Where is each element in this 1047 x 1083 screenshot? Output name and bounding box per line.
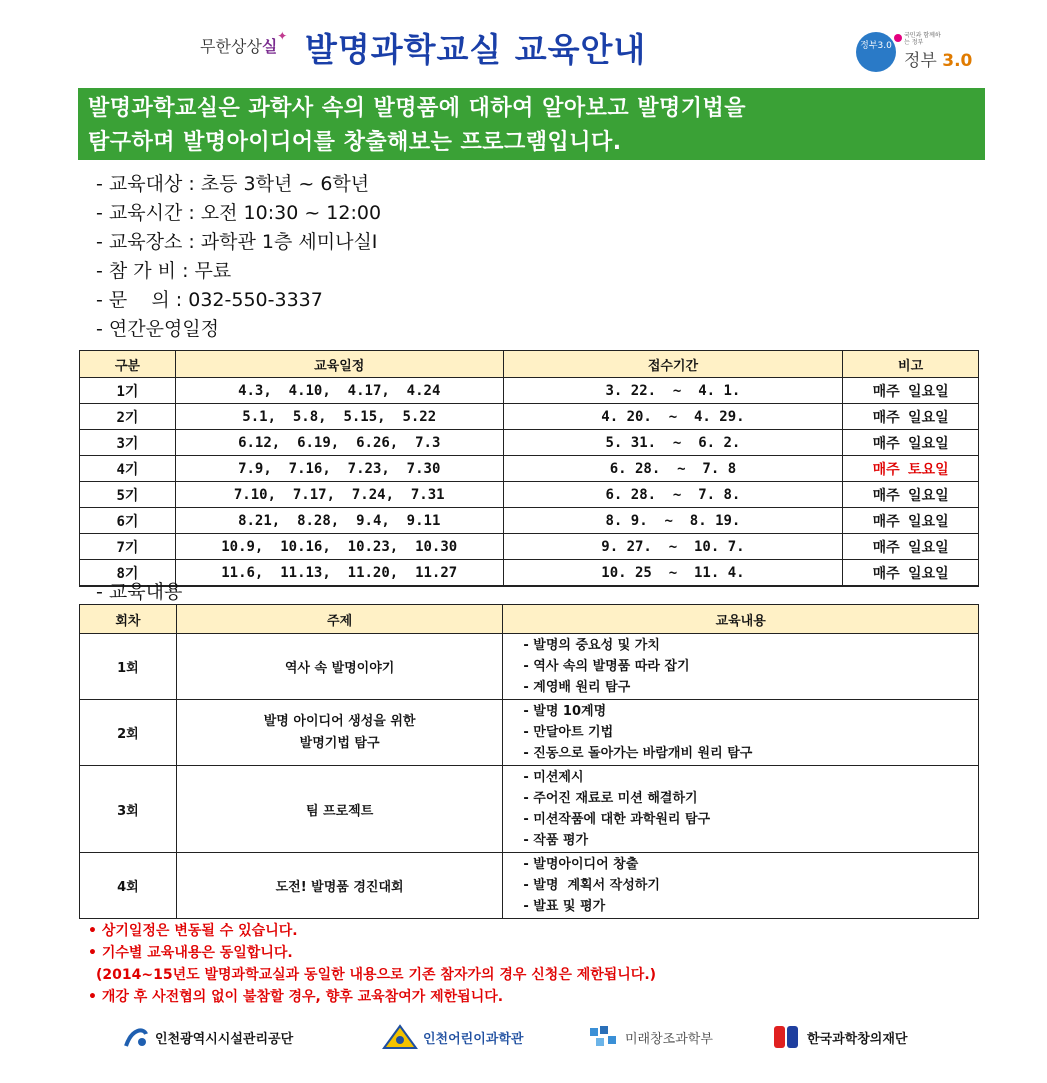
info-place: - 교육장소 : 과학관 1층 세미나실Ⅰ xyxy=(96,231,378,253)
schedule-note: 매주 일요일 xyxy=(843,430,979,456)
schedule-registration: 3. 22. ~ 4. 1. xyxy=(503,378,843,404)
schedule-dates: 10.9, 10.16, 10.23, 10.30 xyxy=(175,534,503,560)
schedule-term: 1기 xyxy=(80,378,176,404)
table-row xyxy=(80,700,979,766)
content-items xyxy=(503,766,979,853)
table-row xyxy=(80,404,979,430)
schedule-term: 2기 xyxy=(80,404,176,430)
table-row xyxy=(80,766,979,853)
schedule-note: 매주 일요일 xyxy=(843,560,979,587)
schedule-dates: 7.10, 7.17, 7.24, 7.31 xyxy=(175,482,503,508)
content-header-session: 회차 xyxy=(80,605,177,634)
table-row xyxy=(80,853,979,919)
content-header-details: 교육내용 xyxy=(503,605,979,634)
content-topic xyxy=(176,634,503,700)
topic-line: 발명 아이디어 생성을 위한 xyxy=(263,713,416,729)
schedule-term: 8기 xyxy=(80,560,176,587)
gov-circle-icon: 정부3.0 xyxy=(856,32,896,72)
topic-line: 발명기법 탐구 xyxy=(299,735,380,751)
schedule-header-row xyxy=(80,351,979,378)
footer-logo-text: 인천광역시시설관리공단 xyxy=(155,1031,294,1047)
schedule-note: 매주 일요일 xyxy=(843,404,979,430)
table-row xyxy=(80,508,979,534)
gov-logo-text xyxy=(904,46,972,71)
content-items xyxy=(503,634,979,700)
footer-logo-text: 한국과학창의재단 xyxy=(807,1031,908,1047)
list-item: - 발명 10계명 xyxy=(523,704,607,719)
schedule-dates: 5.1, 5.8, 5.15, 5.22 xyxy=(175,404,503,430)
info-schedule-title: - 연간운영일정 xyxy=(96,318,220,340)
intro-line-1: 발명과학교실은 과학사 속의 발명품에 대하여 알아보고 발명기법을 xyxy=(88,96,747,121)
table-row xyxy=(80,430,979,456)
note-item: • 개강 후 사전협의 없이 불참할 경우, 향후 교육참여가 제한됩니다. xyxy=(88,989,504,1005)
list-item: - 주어진 재료로 미션 해결하기 xyxy=(523,791,698,806)
intro-banner xyxy=(78,88,985,160)
gov-logo-word: 정부 xyxy=(904,51,937,71)
schedule-dates: 7.9, 7.16, 7.23, 7.30 xyxy=(175,456,503,482)
topic-line: 도전! 발명품 경진대회 xyxy=(275,880,404,895)
msip-mark-icon xyxy=(588,1024,620,1050)
schedule-registration: 4. 20. ~ 4. 29. xyxy=(503,404,843,430)
list-item: - 발명아이디어 창출 xyxy=(523,857,639,872)
table-row xyxy=(80,560,979,587)
content-header-topic: 주제 xyxy=(176,605,503,634)
list-item: - 발표 및 평가 xyxy=(523,899,606,914)
schedule-note: 매주 일요일 xyxy=(843,482,979,508)
list-item: - 미션작품에 대한 과학원리 탐구 xyxy=(523,812,711,827)
info-list xyxy=(96,170,381,344)
footer-logo-text: 미래창조과학부 xyxy=(625,1031,713,1047)
schedule-registration: 5. 31. ~ 6. 2. xyxy=(503,430,843,456)
info-fee: - 참 가 비 : 무료 xyxy=(96,260,232,282)
schedule-term: 5기 xyxy=(80,482,176,508)
content-topic xyxy=(176,766,503,853)
table-row xyxy=(80,378,979,404)
info-time: - 교육시간 : 오전 10:30 ~ 12:00 xyxy=(96,202,382,224)
table-row xyxy=(80,456,979,482)
content-session: 4회 xyxy=(80,853,177,919)
list-item: - 진동으로 돌아가는 바람개비 원리 탐구 xyxy=(523,746,753,761)
list-item: - 작품 평가 xyxy=(523,833,589,848)
kofac-logo xyxy=(772,1024,907,1050)
schedule-header-note: 비고 xyxy=(843,351,979,378)
logo-accent: 실 xyxy=(261,37,278,56)
schedule-dates: 8.21, 8.28, 9.4, 9.11 xyxy=(175,508,503,534)
kofac-mark-icon xyxy=(772,1024,802,1050)
facilities-mark-icon xyxy=(122,1024,150,1050)
table-row xyxy=(80,482,979,508)
header xyxy=(0,14,1047,78)
incheon-kids-science-logo xyxy=(382,1024,523,1050)
content-session: 3회 xyxy=(80,766,177,853)
gov-logo-small-text: 국민과 함께하는 정부 xyxy=(904,32,941,46)
topic-line: 팀 프로젝트 xyxy=(305,803,374,819)
schedule-term: 7기 xyxy=(80,534,176,560)
logo-text: 무한상상 xyxy=(200,37,262,56)
list-item: - 역사 속의 발명품 따라 잡기 xyxy=(523,659,690,674)
schedule-registration: 10. 25 ~ 11. 4. xyxy=(503,560,843,587)
content-session: 1회 xyxy=(80,634,177,700)
schedule-registration: 8. 9. ~ 8. 19. xyxy=(503,508,843,534)
page-title: 발명과학교실 교육안내 xyxy=(305,30,647,69)
footer-logo-text: 인천어린이과학관 xyxy=(423,1031,524,1047)
schedule-term: 3기 xyxy=(80,430,176,456)
gov-logo-version: 3.0 xyxy=(942,51,973,71)
incheon-facilities-logo xyxy=(122,1024,293,1050)
content-items xyxy=(503,700,979,766)
schedule-dates: 6.12, 6.19, 6.26, 7.3 xyxy=(175,430,503,456)
schedule-note: 매주 일요일 xyxy=(843,378,979,404)
list-item: - 발명 계획서 작성하기 xyxy=(523,878,660,893)
schedule-table xyxy=(79,350,979,587)
dot-icon xyxy=(894,34,902,42)
schedule-note-highlight: 매주 토요일 xyxy=(843,456,979,482)
note-item: • 기수별 교육내용은 동일합니다. xyxy=(88,945,293,961)
muhan-sangsang-logo xyxy=(200,29,288,57)
content-table xyxy=(79,604,979,919)
footer xyxy=(0,1018,1047,1058)
intro-line-2: 탐구하며 발명아이디어를 창출해보는 프로그램입니다. xyxy=(88,130,622,155)
list-item: - 미션제시 xyxy=(523,770,584,785)
content-items xyxy=(503,853,979,919)
schedule-header-registration: 접수기간 xyxy=(503,351,843,378)
note-item: • 상기일정은 변동될 수 있습니다. xyxy=(88,923,298,939)
schedule-registration: 6. 28. ~ 7. 8 xyxy=(503,456,843,482)
list-item: - 만달아트 기법 xyxy=(523,725,614,740)
schedule-registration: 6. 28. ~ 7. 8. xyxy=(503,482,843,508)
schedule-header-dates: 교육일정 xyxy=(175,351,503,378)
schedule-term: 6기 xyxy=(80,508,176,534)
schedule-term: 4기 xyxy=(80,456,176,482)
msip-logo xyxy=(588,1024,713,1050)
info-contact: - 문 의 : 032-550-3337 xyxy=(96,289,323,311)
info-target: - 교육대상 : 초등 3학년 ~ 6학년 xyxy=(96,173,370,195)
content-header-row xyxy=(80,605,979,634)
table-row xyxy=(80,534,979,560)
content-section-title: - 교육내용 xyxy=(96,581,183,603)
note-item: (2014~15년도 발명과학교실과 동일한 내용으로 기존 참자가의 경우 신청은 제한됩니다.) xyxy=(96,967,657,983)
schedule-note: 매주 일요일 xyxy=(843,508,979,534)
content-topic xyxy=(176,700,503,766)
list-item: - 계영배 원리 탐구 xyxy=(523,680,631,695)
schedule-registration: 9. 27. ~ 10. 7. xyxy=(503,534,843,560)
schedule-dates: 11.6, 11.13, 11.20, 11.27 xyxy=(175,560,503,587)
content-topic xyxy=(176,853,503,919)
list-item: - 발명의 중요성 및 가치 xyxy=(523,638,660,653)
notes xyxy=(88,920,656,1008)
content-session: 2회 xyxy=(80,700,177,766)
sparkle-icon: ✦ xyxy=(277,29,288,43)
table-row xyxy=(80,634,979,700)
schedule-note: 매주 일요일 xyxy=(843,534,979,560)
schedule-dates: 4.3, 4.10, 4.17, 4.24 xyxy=(175,378,503,404)
topic-line: 역사 속 발명이야기 xyxy=(284,661,395,676)
kids-science-mark-icon xyxy=(382,1024,418,1050)
schedule-header-term: 구분 xyxy=(80,351,176,378)
